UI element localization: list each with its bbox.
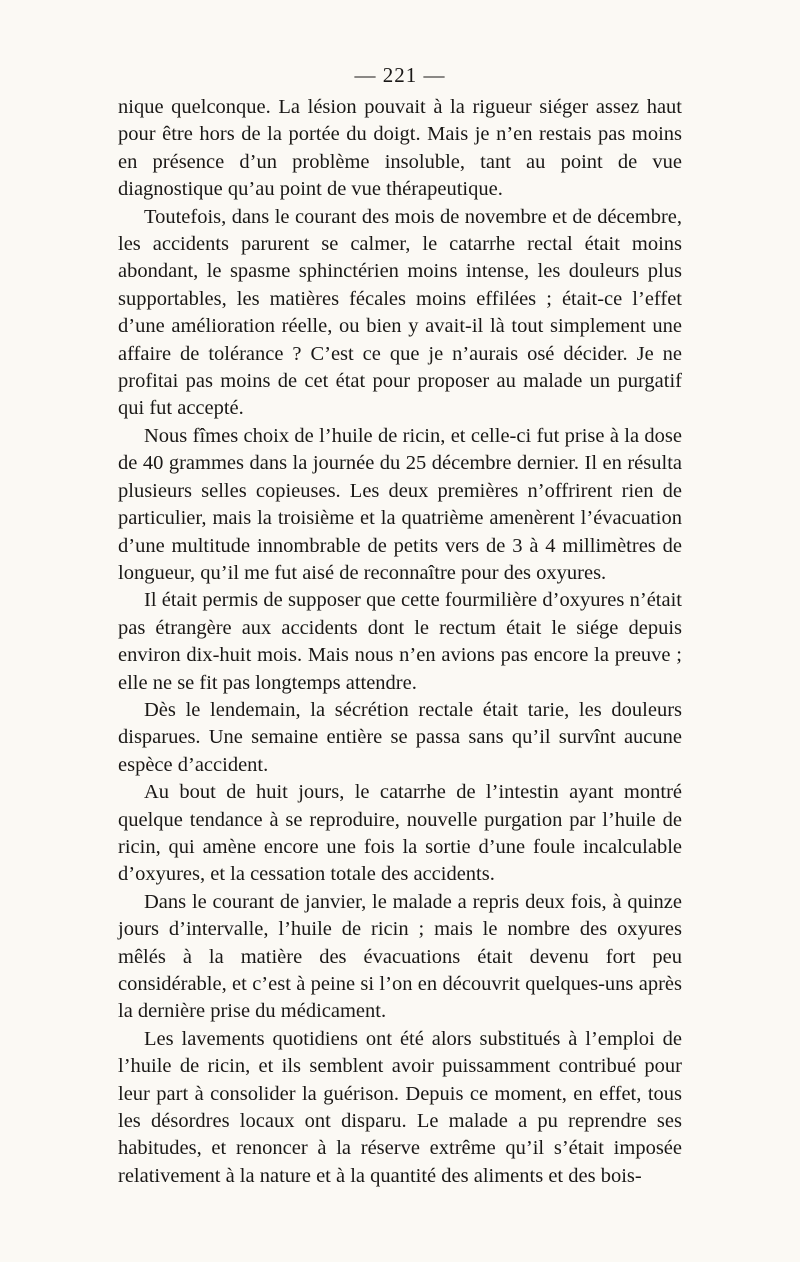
paragraph: Au bout de huit jours, le catarrhe de l’intestin ayant montré quelque tendance à se reproduire, nouvelle purgation par l’huile de ricin, qui amène encore une fois la sortie d’une foule incalculable d’oxyures, et la cessation totale des accidents. (118, 781, 682, 886)
paragraph: Dans le courant de janvier, le malade a repris deux fois, à quinze jours d’intervalle, l’huile de ricin ; mais le nombre des oxyures mêlés à la matière des évacuations était devenu fort peu considérable, et c’est à peine si l’on en découvrit quelques-uns après la dernière prise du médicament. (118, 890, 682, 1023)
book-page (118, 62, 682, 1190)
text-body (118, 94, 682, 1190)
paragraph: Dès le lendemain, la sécrétion rectale était tarie, les douleurs disparues. Une semaine entière se passa sans qu’il survînt aucune espèce d’accident. (118, 698, 682, 776)
paragraph: Nous fîmes choix de l’huile de ricin, et celle-ci fut prise à la dose de 40 grammes dans la journée du 25 décembre dernier. Il en résulta plusieurs selles copieuses. Les deux premières n’offrirent rien de particulier, mais la troisième et la quatrième amenèrent l’évacuation d’une multitude innombrable de petits vers de 3 à 4 millimètres de longueur, qu’il me fut aisé de reconnaître pour des oxyures. (118, 424, 682, 584)
page-number: — 221 — (354, 63, 446, 87)
paragraph: Toutefois, dans le courant des mois de novembre et de décembre, les accidents parurent se calmer, le catarrhe rectal était moins abondant, le spasme sphinctérien moins intense, les douleurs plus supportables, les matières fécales moins effilées ; était-ce l’effet d’une amélioration réelle, ou bien y avait-il là tout simplement une affaire de tolérance ? C’est ce que je n’aurais osé décider. Je ne profitai pas moins de cet état pour proposer au malade un purgatif qui fut accepté. (118, 205, 682, 420)
paragraph: Il était permis de supposer que cette fourmilière d’oxyures n’était pas étrangère aux accidents dont le rectum était le siége depuis environ dix-huit mois. Mais nous n’en avions pas encore la preuve ; elle ne se fit pas longtemps attendre. (118, 589, 682, 694)
paragraph: Les lavements quotidiens ont été alors substitués à l’emploi de l’huile de ricin, et ils semblent avoir puissamment contribué pour leur part à consolider la guérison. Depuis ce moment, en effet, tous les désordres locaux ont disparu. Le malade a pu reprendre ses habitudes, et renoncer à la réserve extrême qu’il s’était imposée relativement à la nature et à la quantité des aliments et des bois- (118, 1027, 682, 1187)
paragraph: nique quelconque. La lésion pouvait à la rigueur siéger assez haut pour être hors de la portée du doigt. Mais je n’en restais pas moins en présence d’un problème insoluble, tant au point de vue diagnostique qu’au point de vue thérapeutique. (118, 96, 682, 201)
